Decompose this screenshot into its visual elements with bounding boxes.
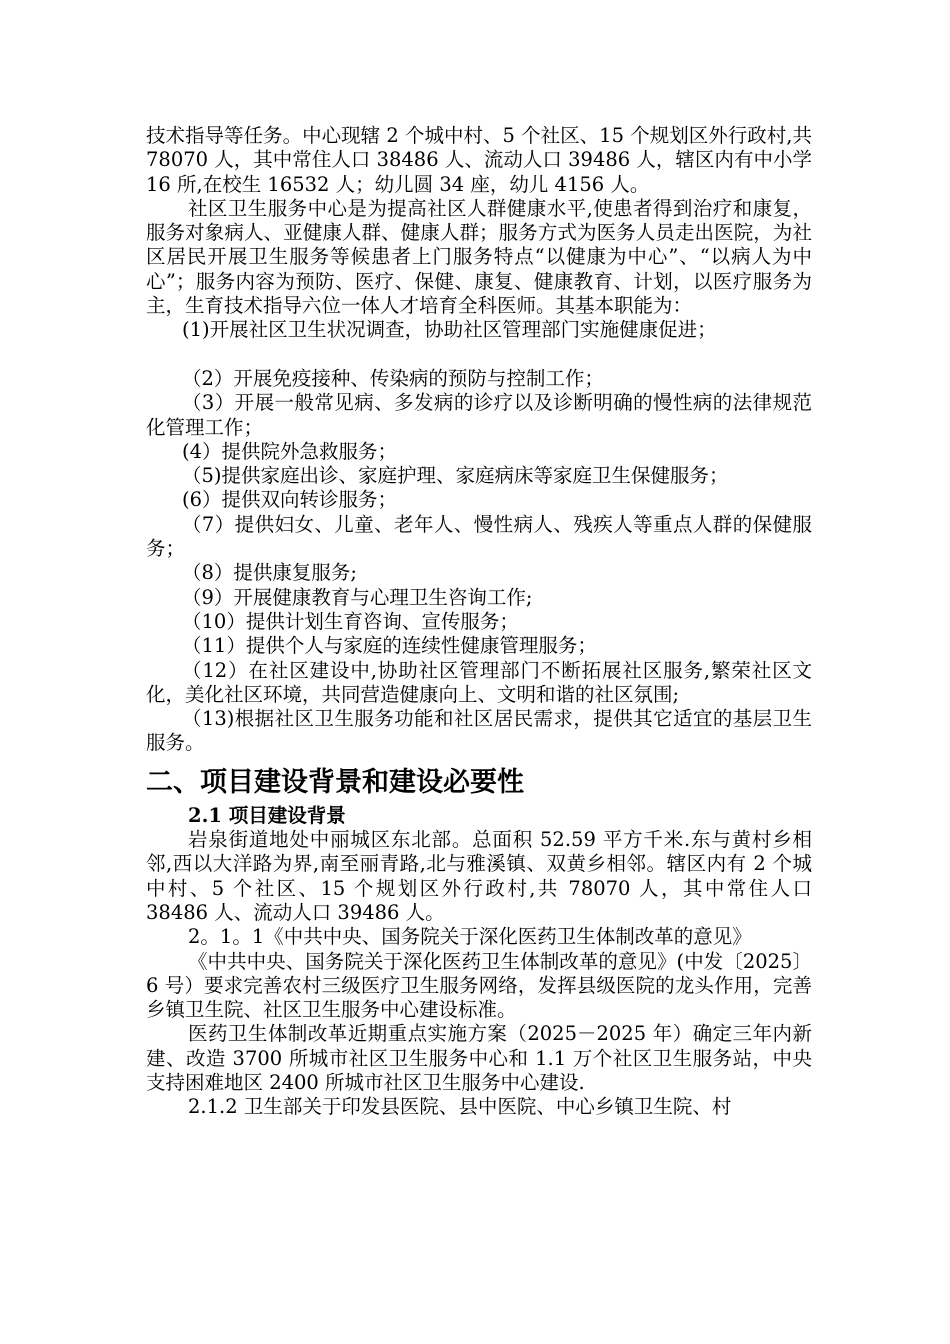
subsection-title: 2.1 项目建设背景: [188, 803, 346, 827]
paragraph-implementation-plan: 医药卫生体制改革近期重点实施方案（2025－2025 年）确定三年内新建、改造 3700 所城市社区卫生服务中心和 1.1 万个社区卫生服务站，中央支持困难地区 2400 所城市社区卫生服务中心建设.: [146, 1022, 812, 1094]
paragraph-2-1-2-heading: 2.1.2 卫生部关于印发县医院、县中医院、中心乡镇卫生院、村: [188, 1095, 732, 1119]
blank-line: [146, 343, 812, 367]
function-item-4: (4）提供院外急救服务；: [182, 439, 398, 463]
paragraph-reform-opinion: 《中共中央、国务院关于深化医药卫生体制改革的意见》(中发〔2025〕6 号）要求完善农村三级医疗卫生服务网络，发挥县级医院的龙头作用，完善乡镇卫生院、社区卫生服务中心建设标准。: [146, 949, 812, 1022]
function-item-9: （9）开展健康教育与心理卫生咨询工作;: [182, 585, 533, 609]
function-item-5: （5)提供家庭出诊、家庭护理、家庭病床等家庭卫生保健服务；: [182, 464, 729, 488]
paragraph-service-center: 社区卫生服务中心是为提高社区人群健康水平,使患者得到治疗和康复，服务对象病人、亚健康人群、健康人群；服务方式为医务人员走出医院，为社区居民开展卫生服务等候患者上门服务特点“以健康为中心”、“以病人为中心”；服务内容为预防、医疗、保健、康复、健康教育、计划，以医疗服务为主，生育技术指导六位一体人才培育全科医师。其基本职能为：: [146, 196, 812, 318]
function-item-12: （12）在社区建设中,协助社区管理部门不断拓展社区服务,繁荣社区文化，美化社区环境，共同营造健康向上、文明和谐的社区氛围;: [146, 658, 812, 706]
paragraph-intro-continued: 技术指导等任务。中心现辖 2 个城中村、5 个社区、15 个规划区外行政村,共 78070 人，其中常住人口 38486 人、流动人口 39486 人，辖区内有中小学 16 所,在校生 16532 人；幼儿圆 34 座，幼儿 4156 人。: [146, 124, 812, 196]
function-item-10: （10）提供计划生育咨询、宣传服务；: [182, 609, 519, 633]
function-item-1: (1)开展社区卫生状况调查，协助社区管理部门实施健康促进；: [182, 318, 717, 342]
paragraph-location: 岩泉街道地处中丽城区东北部。总面积 52.59 平方千米.东与黄村乡相邻,西以大洋路为界,南至丽青路,北与雅溪镇、双黄乡相邻。辖区内有 2 个城中村、5 个社区、15 个规划区外行政村,共 78070 人，其中常住人口 38486 人、流动人口 39486 人。: [146, 828, 812, 924]
section-title: 二、项目建设背景和建设必要性: [146, 766, 524, 798]
function-item-6: (6）提供双向转诊服务；: [182, 488, 398, 512]
function-item-8: （8）提供康复服务;: [182, 561, 357, 585]
function-item-13: （13)根据社区卫生服务功能和社区居民需求，提供其它适宜的基层卫生服务。: [146, 707, 812, 755]
paragraph-2-1-1-heading: 2。1。1《中共中央、国务院关于深化医药卫生体制改革的意见》: [188, 925, 752, 949]
function-item-2: （2）开展免疫接种、传染病的预防与控制工作；: [182, 366, 604, 390]
function-item-7: （7）提供妇女、儿童、老年人、慢性病人、残疾人等重点人群的保健服务；: [146, 512, 812, 561]
function-item-3: （3）开展一般常见病、多发病的诊疗以及诊断明确的慢性病的法律规范化管理工作；: [146, 391, 812, 439]
document-body: [146, 124, 812, 1120]
function-item-11: （11）提供个人与家庭的连续性健康管理服务；: [182, 634, 597, 658]
